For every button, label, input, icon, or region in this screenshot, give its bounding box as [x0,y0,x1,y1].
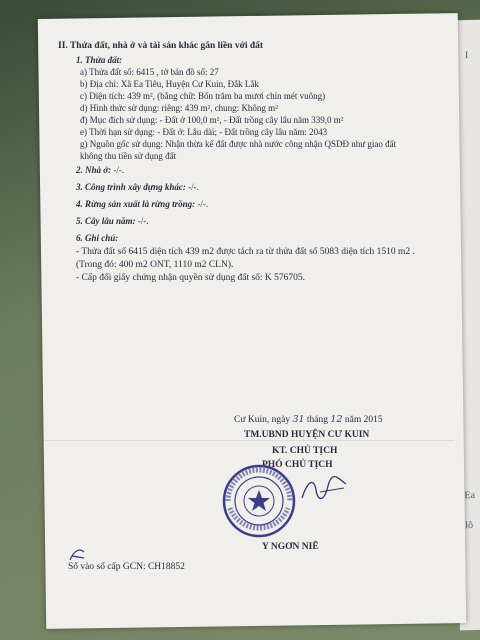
handwritten-mark-icon [68,546,88,562]
date-year: 2015 [363,415,383,425]
forest-row [76,198,208,210]
edge-text-lo: lô [465,520,474,532]
date-month: 12 [330,414,343,425]
year-label: năm [344,415,362,425]
land-line-dd: đ) Mục đích sử dụng: - Đất ở 100,0 m², - Đất trồng cây lâu năm 339,0 m² [80,115,344,125]
signature-scribble-icon [300,474,350,504]
registry-label: Số vào sổ cấp GCN: [68,562,146,572]
house-row [76,164,124,176]
notes-title: 6. Ghi chú: [76,233,119,243]
kt-chairman: KT. CHỦ TỊCH [272,446,338,456]
trees-label: 5. Cây lâu năm: [76,216,136,226]
note-line-1: - Thửa đất số 6415 diện tích 439 m2 được tách ra từ thửa đất số 5083 diện tích 1510 m2 . [76,247,415,257]
land-line-g2: không thu tiền sử dụng đất [80,151,177,161]
registry-row [68,562,185,572]
signer-name: Y NGƠN NIÊ [262,542,319,552]
land-line-e: e) Thời hạn sử dụng: - Đất ở: Lâu dài; - Đất trồng cây lâu năm: 2043 [80,127,328,137]
edge-text-top: I [464,50,469,62]
works-label: 3. Công trình xây dựng khác: [76,182,186,192]
note-line-2: (Trong đó: 400 m2 ONT, 1110 m2 CLN). [76,260,234,270]
trees-value: -/-. [137,216,149,226]
land-line-c: c) Diện tích: 439 m², (bằng chữ: Bốn trăm ba mươi chín mét vuông) [80,91,326,101]
signing-org: TM.UBND HUYỆN CƯ KUIN [244,430,370,440]
land-title: 1. Thửa đất: [76,55,123,65]
works-row [76,181,199,193]
land-line-g: g) Nguồn gốc sử dụng: Nhận thừa kế đất được nhà nước công nhận QSDĐ như giao đất [80,139,397,149]
forest-value: -/-. [197,199,209,209]
house-value: -/-. [113,165,125,175]
trees-row [76,215,149,227]
official-stamp-icon [222,464,296,538]
place-date-label: Cư Kuin, ngày [234,415,291,425]
works-value: -/-. [188,182,199,192]
month-label: tháng [306,415,329,425]
section-heading: II. Thửa đất, nhà ở và tài sản khác gắn liền với đất [58,41,264,51]
land-line-d: d) Hình thức sử dụng: riêng: 439 m², chung: Không m² [80,103,278,113]
note-line-3: - Cấp đổi giấy chứng nhận quyền sử dụng đất số: K 576705. [76,273,306,283]
edge-text-ea: Ea [464,489,476,502]
fold-line [44,440,454,441]
registry-value: CH18852 [147,562,185,572]
land-line-b: b) Địa chỉ: Xã Ea Tiêu, Huyện Cư Kuin, Đắk Lắk [80,79,259,89]
land-line-a: a) Thửa đất số: 6415 , tờ bản đồ số: 27 [80,67,219,77]
house-label: 2. Nhà ở: [76,165,112,175]
forest-label: 4. Rừng sản xuất là rừng trồng: [76,199,196,209]
place-date [234,414,383,425]
vice-chairman-title: PHÓ CHỦ TỊCH [262,460,333,470]
date-day: 31 [292,414,305,425]
